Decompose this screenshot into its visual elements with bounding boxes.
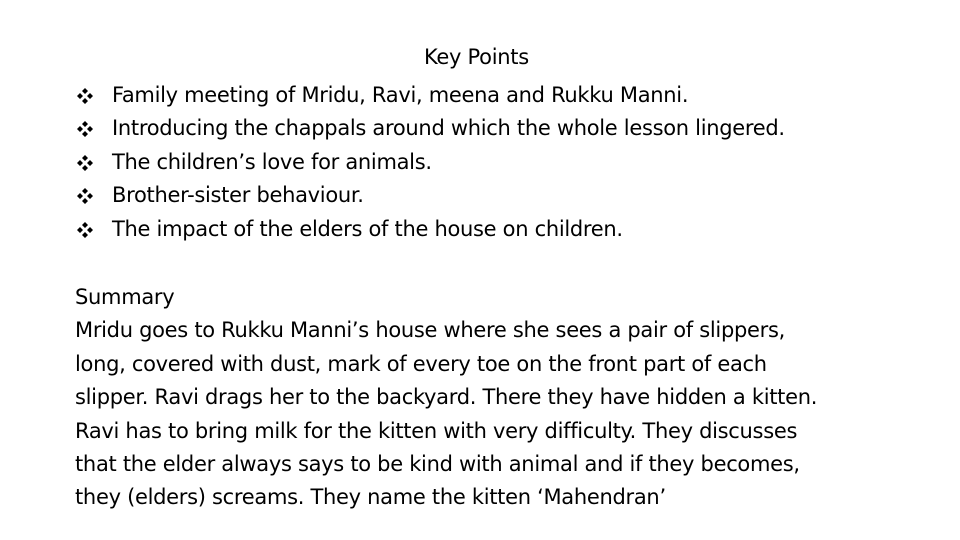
summary-line: slipper. Ravi drags her to the backyard. There they have hidden a kitten. bbox=[75, 385, 818, 410]
list-item bbox=[76, 112, 785, 146]
summary-block bbox=[75, 281, 925, 515]
summary-title: Summary bbox=[75, 285, 175, 309]
four-diamond-bullet-icon bbox=[76, 220, 94, 238]
summary-line: they (elders) screams. They name the kitten ‘Mahendran’ bbox=[75, 485, 666, 510]
four-diamond-bullet-icon bbox=[76, 86, 94, 104]
key-point-text: Family meeting of Mridu, Ravi, meena and Rukku Manni. bbox=[112, 82, 689, 107]
list-item bbox=[76, 212, 785, 246]
four-diamond-bullet-icon bbox=[76, 153, 94, 171]
key-point-text: Brother-sister behaviour. bbox=[112, 183, 364, 208]
summary-line: long, covered with dust, mark of every toe on the front part of each bbox=[75, 351, 767, 376]
key-point-text: The impact of the elders of the house on children. bbox=[112, 216, 623, 241]
summary-line: Ravi has to bring milk for the kitten with very difficulty. They discusses bbox=[75, 418, 798, 443]
summary-line: Mridu goes to Rukku Manni’s house where she sees a pair of slippers, bbox=[75, 318, 785, 343]
list-item bbox=[76, 78, 785, 112]
page-title: Key Points bbox=[424, 45, 529, 69]
list-item bbox=[76, 179, 785, 213]
summary-line: that the elder always says to be kind with animal and if they becomes, bbox=[75, 452, 800, 477]
key-points-list bbox=[76, 78, 785, 246]
four-diamond-bullet-icon bbox=[76, 119, 94, 137]
list-item bbox=[76, 145, 785, 179]
key-point-text: Introducing the chappals around which the whole lesson lingered. bbox=[112, 116, 785, 141]
key-point-text: The children’s love for animals. bbox=[112, 149, 432, 174]
four-diamond-bullet-icon bbox=[76, 186, 94, 204]
